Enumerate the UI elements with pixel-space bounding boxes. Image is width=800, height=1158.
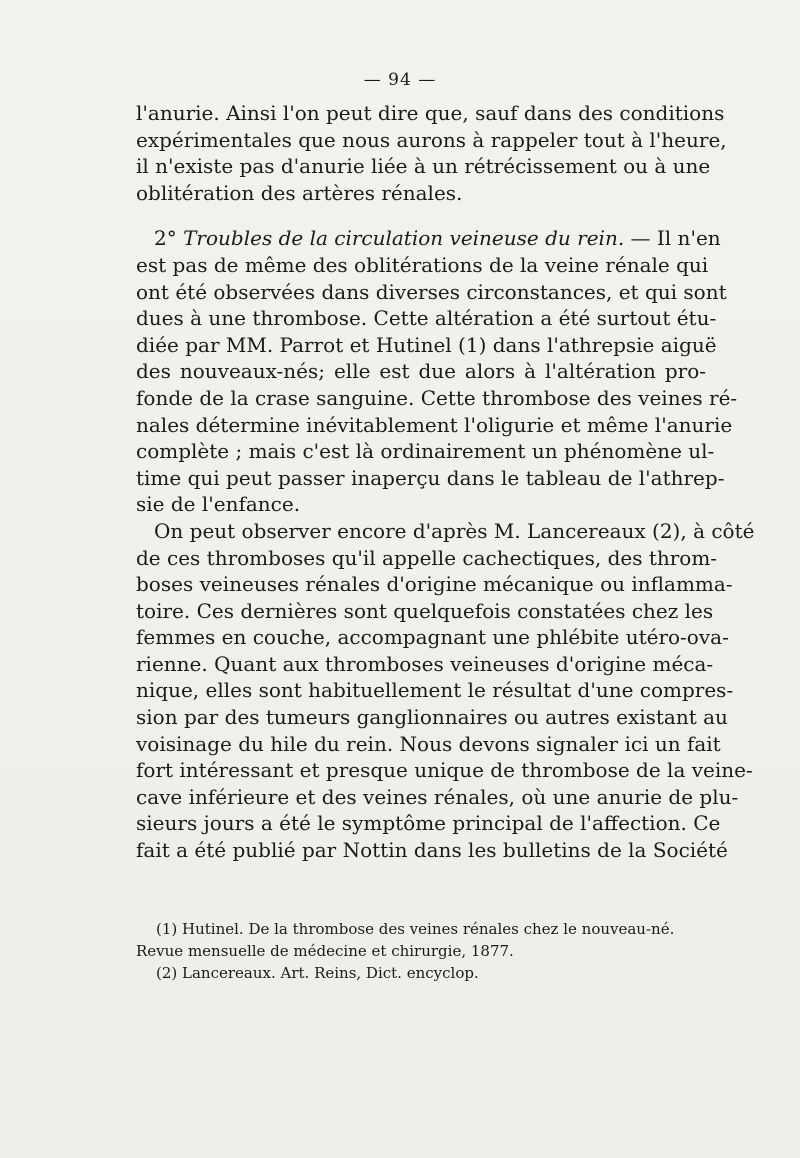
- text-line: diée par MM. Parrot et Hutinel (1) dans l'athrepsie aiguë: [136, 332, 717, 357]
- paragraph-2: [136, 225, 738, 518]
- text-line: boses veineuses rénales d'origine mécanique ou inflamma-: [136, 572, 733, 597]
- text-line: expérimentales que nous aurons à rappeler tout à l'heure,: [136, 127, 727, 152]
- paragraph-3: [136, 518, 755, 864]
- body-text: [136, 100, 755, 864]
- text-line: complète ; mais c'est là ordinairement un phénomène ul-: [136, 439, 715, 464]
- footnote-1: (1) Hutinel. De la thrombose des veines rénales chez le nouveau-né.: [156, 920, 675, 938]
- text-line: sieurs jours a été le symptôme principal de l'affection. Ce: [136, 811, 721, 836]
- text-line: sion par des tumeurs ganglionnaires ou autres existant au: [136, 705, 728, 730]
- text-line: nales détermine inévitablement l'oligurie et même l'anurie: [136, 412, 733, 437]
- text-line: ont été observées dans diverses circonstances, et qui sont: [136, 279, 727, 304]
- text-line: fonde de la crase sanguine. Cette thrombose des veines ré-: [136, 385, 738, 410]
- text-line: dues à une thrombose. Cette altération a été surtout étu-: [136, 306, 717, 331]
- text-line: femmes en couche, accompagnant une phlébite utéro-ova-: [136, 625, 729, 650]
- footnote-2: (2) Lancereaux. Art. Reins, Dict. encyclop.: [156, 964, 479, 982]
- footnotes: [136, 918, 706, 984]
- text-line: oblitération des artères rénales.: [136, 180, 463, 205]
- text-line: est pas de même des oblitérations de la veine rénale qui: [136, 252, 709, 277]
- text-line: nique, elles sont habituellement le résultat d'une compres-: [136, 678, 734, 703]
- heading-continuation: — Il n'en: [630, 226, 721, 251]
- footnote-1-continuation: Revue mensuelle de médecine et chirurgie, 1877.: [136, 942, 514, 960]
- text-line: cave inférieure et des veines rénales, où une anurie de plu-: [136, 784, 739, 809]
- text-line: l'anurie. Ainsi l'on peut dire que, sauf dans des conditions: [136, 101, 725, 125]
- text-line: On peut observer encore d'après M. Lancereaux (2), à côté: [154, 518, 755, 543]
- text-line: time qui peut passer inaperçu dans le tableau de l'athrep-: [136, 465, 725, 490]
- text-line: voisinage du hile du rein. Nous devons signaler ici un fait: [136, 731, 721, 756]
- section-heading-line: [136, 225, 721, 252]
- page-number: — 94 —: [363, 70, 437, 90]
- text-line: de ces thromboses qu'il appelle cachectiques, des throm-: [136, 545, 718, 570]
- text-line: fort intéressant et presque unique de thrombose de la veine-: [136, 758, 753, 783]
- text-line: sie de l'enfance.: [136, 492, 301, 517]
- text-line: des nouveaux-nés; elle est due alors à l'altération pro-: [136, 359, 706, 384]
- text-line: toire. Ces dernières sont quelquefois constatées chez les: [136, 598, 714, 623]
- section-heading: Troubles de la circulation veineuse du rein.: [183, 226, 625, 251]
- text-line: rienne. Quant aux thromboses veineuses d'origine méca-: [136, 651, 714, 676]
- text-line: fait a été publié par Nottin dans les bulletins de la Société: [136, 838, 728, 863]
- heading-number: 2°: [154, 226, 177, 251]
- paragraph-1: [136, 100, 727, 206]
- text-line: il n'existe pas d'anurie liée à un rétrécissement ou à une: [136, 154, 711, 179]
